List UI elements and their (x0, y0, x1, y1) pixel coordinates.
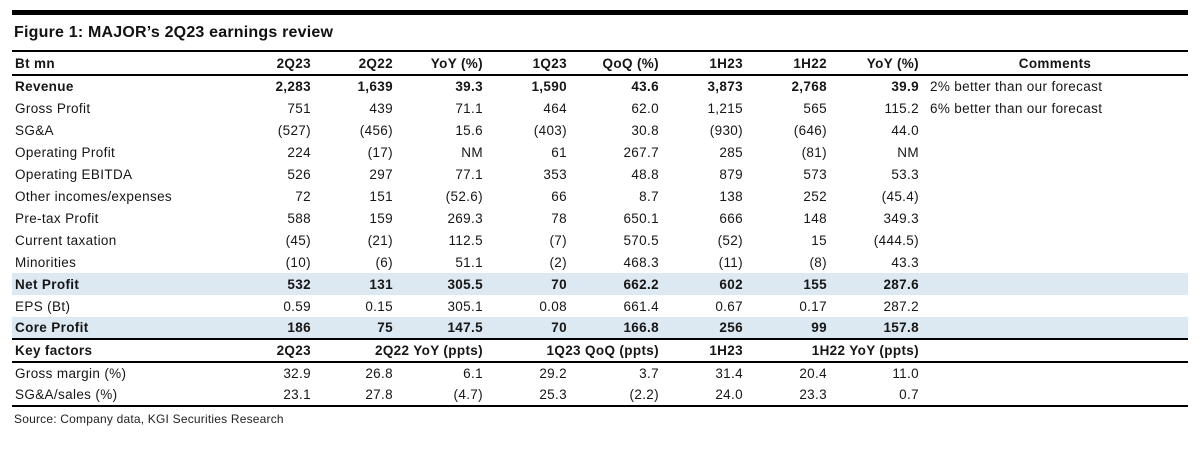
cell-value: 71.1 (455, 100, 483, 116)
col-header-1h22: 1H22 (746, 51, 830, 75)
cell-value: NM (897, 144, 919, 160)
cell-value: (81) (801, 144, 827, 160)
col-header-2q22: 2Q22 (314, 51, 396, 75)
cell-value: (4.7) (396, 384, 486, 406)
cell-value: 570.5 (623, 232, 659, 248)
source-note: Source: Company data, KGI Securities Research (14, 412, 284, 426)
cell-value: 27.8 (314, 384, 396, 406)
cell-value: 157.8 (830, 317, 922, 339)
cell-value: 77.1 (455, 166, 483, 182)
cell-value: 70 (486, 273, 570, 295)
cell-comment (922, 317, 1188, 339)
cell-value: 349.3 (883, 210, 919, 226)
cell-comment: 2% better than our forecast (930, 79, 1103, 94)
col-header-qoq: QoQ (%) (570, 51, 662, 75)
cell-value: 0.17 (799, 298, 827, 314)
cell-value: 0.7 (830, 384, 922, 406)
row-operating-profit (12, 141, 1188, 163)
cell-comment (922, 185, 1188, 207)
row-label: Current taxation (15, 232, 117, 248)
cell-value: 565 (803, 100, 827, 116)
cell-comment (922, 229, 1188, 251)
cell-value: 224 (287, 144, 311, 160)
cell-value: 0.15 (365, 298, 393, 314)
cell-value: 650.1 (623, 210, 659, 226)
cell-value: 20.4 (799, 366, 827, 381)
cell-value: 115.2 (884, 100, 919, 116)
cell-value: (8) (809, 254, 827, 270)
cell-value: 252 (803, 188, 827, 204)
cell-value: 602 (662, 273, 746, 295)
row-label: Minorities (15, 254, 77, 270)
cell-value: (930) (709, 122, 743, 138)
cell-value: 439 (369, 100, 393, 116)
key-factors-header-row (12, 339, 1188, 362)
kf-header-label: Key factors (12, 339, 240, 362)
cell-value: 468.3 (623, 254, 659, 270)
row-other-incomes-expenses (12, 185, 1188, 207)
cell-value: (52.6) (445, 188, 483, 204)
cell-value: 573 (803, 166, 827, 182)
kf-header-2q23: 2Q23 (240, 339, 314, 362)
cell-value: 148 (803, 210, 827, 226)
cell-value: 287.2 (883, 298, 919, 314)
cell-comment (922, 295, 1188, 317)
cell-value: (444.5) (873, 232, 919, 248)
cell-value: 44.0 (891, 122, 919, 138)
cell-value: 1,215 (707, 100, 743, 116)
row-label: Gross margin (%) (15, 366, 127, 381)
row-revenue (12, 75, 1188, 97)
cell-value: 48.8 (631, 166, 659, 182)
cell-value: (10) (285, 254, 311, 270)
cell-comment (922, 141, 1188, 163)
row-label: Operating EBITDA (15, 166, 133, 182)
cell-value: 8.7 (639, 188, 659, 204)
cell-comment (922, 207, 1188, 229)
cell-value: 66 (551, 188, 567, 204)
cell-value: 11.0 (892, 366, 919, 381)
col-header-yoy2: YoY (%) (830, 51, 922, 75)
cell-value: 23.1 (240, 384, 314, 406)
cell-value: 61 (551, 144, 567, 160)
cell-value: 285 (719, 144, 743, 160)
row-label: Core Profit (12, 317, 240, 339)
cell-value: 75 (314, 317, 396, 339)
cell-value: (11) (718, 254, 743, 270)
cell-value: (45) (285, 232, 311, 248)
cell-value: NM (461, 144, 483, 160)
cell-value: 2,283 (275, 79, 311, 94)
cell-value: 155 (746, 273, 830, 295)
cell-value: (646) (793, 122, 827, 138)
cell-value: 23.3 (746, 384, 830, 406)
kf-header-1h22-yoy: 1H22 YoY (ppts) (746, 339, 922, 362)
row-eps (12, 295, 1188, 317)
row-label: Revenue (15, 79, 74, 94)
cell-value: 186 (240, 317, 314, 339)
cell-value: 1,590 (531, 79, 567, 94)
row-label: Gross Profit (15, 100, 91, 116)
cell-value: (45.4) (881, 188, 919, 204)
cell-value: (21) (367, 232, 393, 248)
cell-value: 30.8 (631, 122, 659, 138)
cell-value: 72 (295, 188, 311, 204)
cell-value: 147.5 (396, 317, 486, 339)
kf-header-2q22-yoy: 2Q22 YoY (ppts) (314, 339, 486, 362)
cell-value: 31.4 (715, 366, 743, 381)
cell-value: 166.8 (570, 317, 662, 339)
row-operating-ebitda (12, 163, 1188, 185)
cell-value: 751 (287, 100, 311, 116)
kf-header-1h23: 1H23 (662, 339, 746, 362)
cell-comment (922, 273, 1188, 295)
cell-value: 532 (240, 273, 314, 295)
row-label: Operating Profit (15, 144, 116, 160)
col-header-2q23: 2Q23 (240, 51, 314, 75)
cell-value: 43.3 (891, 254, 919, 270)
cell-value: 287.6 (830, 273, 922, 295)
cell-value: (456) (359, 122, 393, 138)
cell-value: 43.6 (631, 79, 659, 94)
cell-value: 666 (719, 210, 743, 226)
earnings-table (12, 50, 1188, 407)
cell-value: 0.67 (715, 298, 743, 314)
cell-value: 138 (719, 188, 743, 204)
cell-value: 2,768 (791, 79, 827, 94)
row-label: Net Profit (12, 273, 240, 295)
cell-value: 39.3 (455, 79, 483, 94)
cell-value: 131 (314, 273, 396, 295)
row-gross-profit (12, 97, 1188, 119)
cell-value: 25.3 (486, 384, 570, 406)
cell-value: 662.2 (570, 273, 662, 295)
row-minorities (12, 251, 1188, 273)
cell-value: 32.9 (283, 366, 311, 381)
cell-value: (2.2) (570, 384, 662, 406)
cell-value: 526 (287, 166, 311, 182)
cell-value: (527) (277, 122, 311, 138)
row-label: Other incomes/expenses (15, 188, 173, 204)
cell-value: 256 (662, 317, 746, 339)
cell-value: 305.5 (396, 273, 486, 295)
cell-comment: 6% better than our forecast (930, 100, 1103, 116)
cell-value: 26.8 (365, 366, 393, 381)
cell-value: 879 (719, 166, 743, 182)
cell-value: 3,873 (707, 79, 743, 94)
cell-value: (2) (549, 254, 567, 270)
cell-value: (6) (375, 254, 393, 270)
kf-header-spacer (922, 339, 1188, 362)
cell-value: 159 (369, 210, 393, 226)
figure-title: Figure 1: MAJOR’s 2Q23 earnings review (14, 24, 334, 41)
row-sga (12, 119, 1188, 141)
cell-value: 1,639 (357, 79, 393, 94)
cell-value: 39.9 (891, 79, 919, 94)
row-label: SG&A (15, 122, 54, 138)
main-header-row (12, 51, 1188, 75)
cell-value: 15 (811, 232, 827, 248)
row-gross-margin (12, 362, 1188, 384)
col-header-btmn: Bt mn (12, 51, 240, 75)
row-sga-sales (12, 384, 1188, 406)
cell-value: 661.4 (623, 298, 659, 314)
row-current-taxation (12, 229, 1188, 251)
cell-value: 0.08 (539, 298, 567, 314)
cell-value: 62.0 (631, 100, 659, 116)
cell-value: 464 (543, 100, 567, 116)
cell-value: 70 (486, 317, 570, 339)
cell-value: 78 (551, 210, 567, 226)
cell-value: 269.3 (447, 210, 483, 226)
cell-comment (922, 384, 1188, 406)
cell-value: 112.5 (448, 232, 483, 248)
cell-value: 15.6 (455, 122, 483, 138)
col-header-comments: Comments (922, 51, 1188, 75)
row-label: SG&A/sales (%) (12, 384, 240, 406)
cell-value: (52) (717, 232, 743, 248)
col-header-1h23: 1H23 (662, 51, 746, 75)
cell-value: 51.1 (455, 254, 483, 270)
col-header-yoy: YoY (%) (396, 51, 486, 75)
cell-comment (922, 251, 1188, 273)
cell-comment (922, 362, 1188, 384)
row-label: Pre-tax Profit (15, 210, 99, 226)
kf-header-1q23-qoq: 1Q23 QoQ (ppts) (486, 339, 662, 362)
cell-value: (7) (549, 232, 567, 248)
cell-value: (403) (533, 122, 567, 138)
row-core-profit (12, 317, 1188, 339)
cell-value: 24.0 (662, 384, 746, 406)
cell-value: 6.1 (463, 366, 483, 381)
cell-value: 3.7 (639, 366, 659, 381)
cell-value: 588 (287, 210, 311, 226)
cell-value: 0.59 (283, 298, 311, 314)
cell-value: 29.2 (539, 366, 567, 381)
cell-value: 99 (746, 317, 830, 339)
row-label: EPS (Bt) (15, 298, 71, 314)
cell-value: 353 (543, 166, 567, 182)
cell-value: 297 (369, 166, 393, 182)
cell-value: 53.3 (891, 166, 919, 182)
cell-value: 267.7 (623, 144, 659, 160)
cell-value: 151 (369, 188, 393, 204)
row-net-profit (12, 273, 1188, 295)
cell-comment (922, 119, 1188, 141)
row-pretax-profit (12, 207, 1188, 229)
col-header-1q23: 1Q23 (486, 51, 570, 75)
cell-value: 305.1 (447, 298, 483, 314)
cell-value: (17) (367, 144, 393, 160)
cell-comment (922, 163, 1188, 185)
